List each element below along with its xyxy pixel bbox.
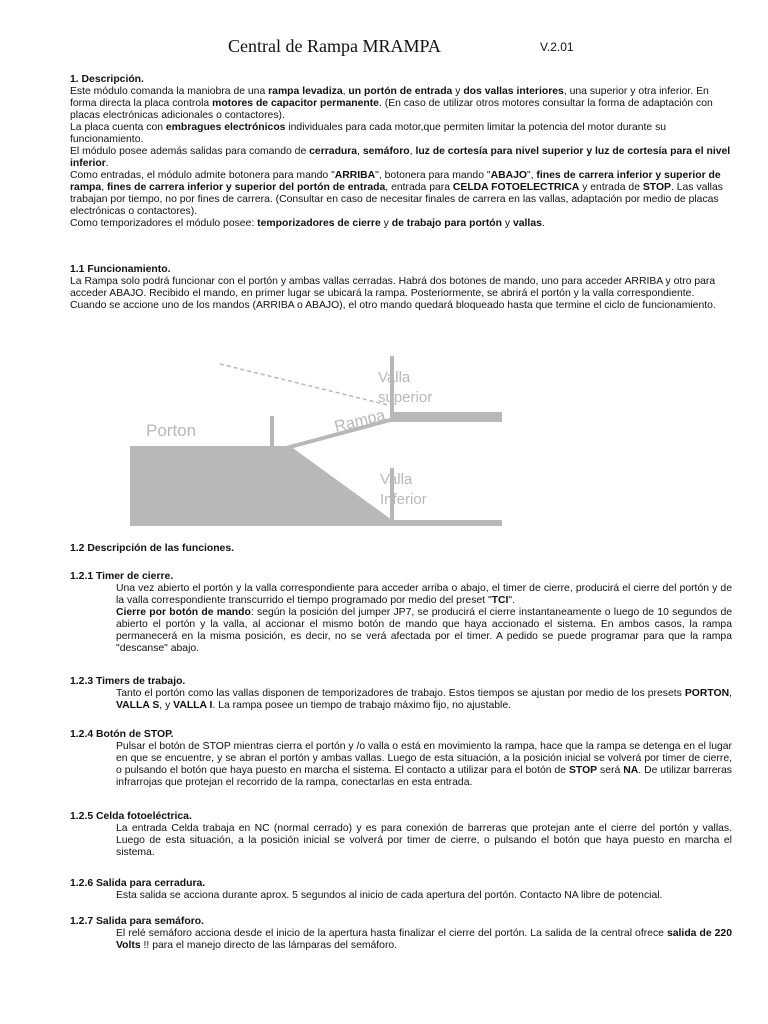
version-label: V.2.01 <box>540 40 574 54</box>
dashed-guide-line <box>220 364 392 406</box>
section-celda <box>70 811 732 859</box>
subsection-heading: 1.2.5 Celda fotoeléctrica. <box>70 811 192 822</box>
paragraph-timers-trabajo: Tanto el portón como las vallas disponen de temporizadores de trabajo. Estos tiempos se ajustan por medio de los presets PORTON, VALLA S, y VALLA I. La rampa posee un tiempo de trabajo máximo fijo, no ajustable. <box>116 688 732 711</box>
subsection-heading: 1.2.1 Timer de cierre. <box>70 571 174 582</box>
subsection-heading: 1.2.7 Salida para semáforo. <box>70 916 204 927</box>
label-rampa: Rampa <box>332 406 388 436</box>
paragraph-funcionamiento: La Rampa solo podrá funcionar con el portón y ambas vallas cerradas. Habrá dos botones de mando, uno para acceder ARRIBA y otro para acceder ABAJO. Recibido el mando, en primer lugar se ubicará la rampa. Posteriormente, se abrirá el portón y la valla correspondiente. Cuando se accione uno de los mandos (ARRIBA o ABAJO), el otro mando quedará bloqueado hasta que termine el ciclo de funcionamiento. <box>70 276 716 311</box>
paragraph-cierre-boton: Cierre por botón de mando: según la posición del jumper JP7, se producirá el cierre instantaneamente o luego de 10 segundos de abierto el portón y la valla, al accionar el mismo botón de mando que haya accionado el sistema. En ambos casos, la rampa permanecerá en la misma posición, es decir, no se verá afectada por el timer. A pedido se puede programar para que la rampa "descanse" abajo. <box>116 607 733 654</box>
section-timers-trabajo <box>70 676 732 712</box>
paragraph-cerradura: Esta salida se acciona durante aprox. 5 segundos al inicio de cada apertura del portón. Contacto NA libre de potencial. <box>116 890 663 901</box>
porton-post <box>270 416 274 448</box>
paragraph-salidas: El módulo posee además salidas para comando de cerradura, semáforo, luz de cortesía para nivel superior y luz de cortesía para el nivel inferior. <box>70 146 731 169</box>
valla-superior-bar <box>390 412 502 422</box>
paragraph-timer-cierre: Una vez abierto el portón y la valla correspondiente para acceder arriba o abajo, el timer de cierre, producirá el cierre del portón y de la valla correspondiente transcurrido el tiempo programado por medio del preset "TCI". <box>116 583 732 606</box>
section-timer-cierre <box>70 571 732 655</box>
paragraph-semaforo: El relé semáforo acciona desde el inicio de la apertura hasta finalizar el cierre del portón. La salida de la central ofrece salida de 220 Volts !! para el manejo directo de las lámparas del semáforo. <box>116 928 732 951</box>
title-row <box>70 36 732 62</box>
section-heading: 1.1 Funcionamiento. <box>70 264 171 275</box>
section-funciones <box>70 543 732 555</box>
ground-slope <box>130 446 502 526</box>
label-valla-superior-2: superior <box>378 389 433 406</box>
paragraph-temporizadores: Como temporizadores el módulo posee: temporizadores de cierre y de trabajo para portón y vallas. <box>70 218 545 229</box>
ramp-diagram-svg <box>130 356 510 526</box>
paragraph-embragues: La placa cuenta con embragues electrónicos individuales para cada motor,que permiten limitar la potencia del motor durante su funcionamiento. <box>70 122 667 145</box>
label-valla-inferior-2: Inferior <box>380 491 427 508</box>
section-heading: 1. Descripción. <box>70 74 144 85</box>
section-heading: 1.2 Descripción de las funciones. <box>70 543 234 554</box>
label-valla-superior-1: Valla <box>378 369 411 386</box>
paragraph-boton-stop: Pulsar el botón de STOP mientras cierra el portón y /o valla o está en movimiento la rampa, hace que la rampa se detenga en el lugar en que se encuentre, y se abran el portón y ambas vallas. Luego de esta situación, a la posición inicial se volverá por timer de cierre, o pulsando el botón que haya puesto en marcha el sistema. El contacto a utilizar para el botón de STOP será NA. De utilizar barreras infrarrojas que protejan el recorrido de la rampa, conectarlas en esta entrada. <box>116 741 732 788</box>
section-cerradura <box>70 878 732 902</box>
valla-superior-post <box>390 356 394 416</box>
section-boton-stop <box>70 729 732 789</box>
document-title: Central de Rampa MRAMPA <box>228 36 441 56</box>
label-valla-inferior-1: Valla <box>380 471 413 488</box>
subsection-heading: 1.2.6 Salida para cerradura. <box>70 878 206 889</box>
paragraph-intro: Este módulo comanda la maniobra de una rampa levadiza, un portón de entrada y dos vallas interiores, una superior y otra inferior. En forma directa la placa controla motores de capacitor permanente. (En caso de utilizar otros motores consultar la forma de adaptación con placas electrónicas adicionales o contactores). <box>70 86 713 121</box>
subsection-heading: 1.2.3 Timers de trabajo. <box>70 676 186 687</box>
paragraph-celda: La entrada Celda trabaja en NC (normal cerrado) y es para conexión de barreras que protejan ante el cierre del portón y vallas. Luego de esta situación, a la posición inicial se volverá por timer de cierre, o pulsando el botón que haya puesto en marcha el sistema. <box>116 823 732 858</box>
section-funcionamiento <box>70 264 732 312</box>
ramp-diagram <box>130 356 510 526</box>
label-porton: Porton <box>146 421 197 440</box>
section-semaforo <box>70 916 732 952</box>
section-descripcion <box>70 74 732 230</box>
paragraph-entradas: Como entradas, el módulo admite botonera para mando "ARRIBA", botonera para mando "ABAJO", fines de carrera inferior y superior de rampa, fines de carrera inferior y superior del portón de entrada, entrada para CELDA FOTOELECTRICA y entrada de STOP. Las vallas trabajan por tiempo, no por fines de carrera. (Consultar en caso de necesitar finales de carrera en las vallas, adaptación por medio de placas electrónicas o contactores). <box>70 170 723 217</box>
subsection-heading: 1.2.4 Botón de STOP. <box>70 729 174 740</box>
